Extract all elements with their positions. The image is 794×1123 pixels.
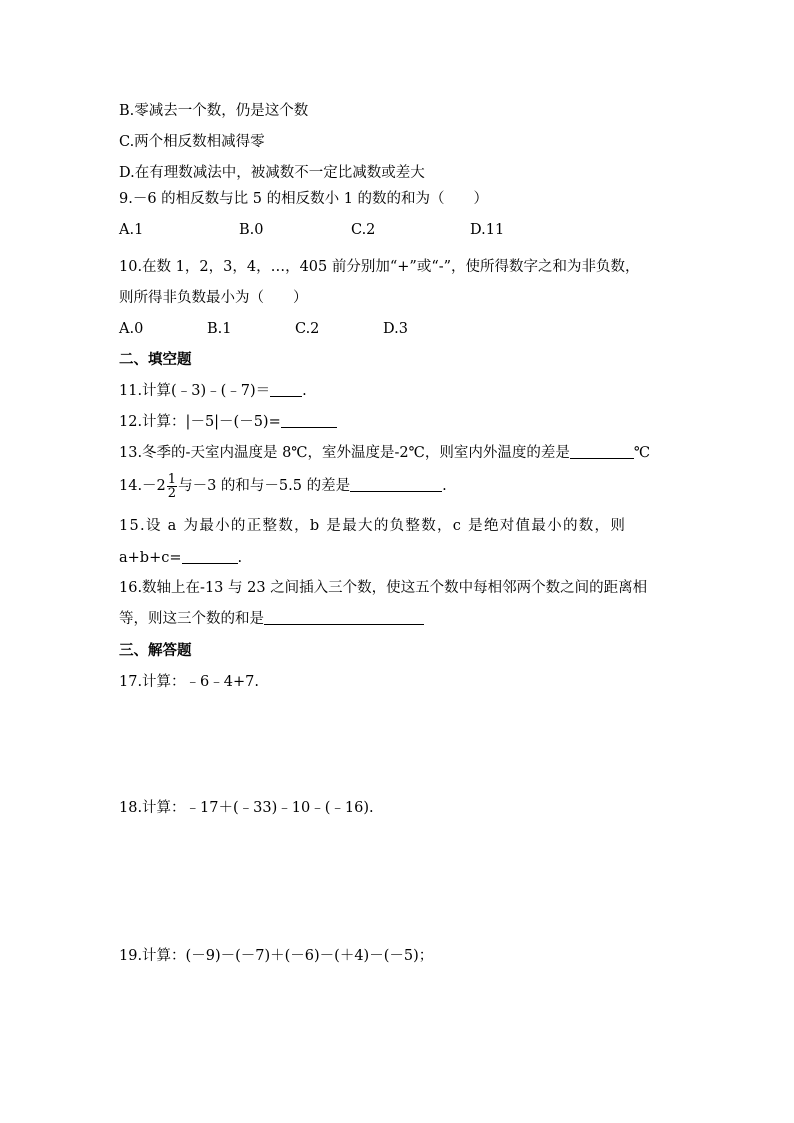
q8-option-b: B.零减去一个数，仍是这个数 xyxy=(119,103,309,119)
q11-text: 11.计算(﹣3)﹣(﹣7)＝ xyxy=(119,383,271,399)
q11-period: . xyxy=(302,383,307,399)
q14-period: . xyxy=(442,478,447,494)
q19: 19.计算：(－9)－(－7)＋(－6)－(＋4)－(－5)； xyxy=(119,948,434,964)
q10-stem-line2: 则所得非负数最小为（ ） xyxy=(119,290,308,306)
q13 xyxy=(119,443,650,463)
q10-option-c: C.2 xyxy=(295,321,320,337)
q15-answer-blank[interactable] xyxy=(182,549,238,564)
q14-fraction xyxy=(167,473,177,500)
q14-answer-blank[interactable] xyxy=(350,477,442,492)
q10-option-a: A.0 xyxy=(119,321,144,337)
q12-answer-blank[interactable] xyxy=(281,413,337,428)
q16-answer-blank[interactable] xyxy=(264,610,424,625)
q11 xyxy=(119,381,307,401)
q8-option-c: C.两个相反数相减得零 xyxy=(119,134,265,150)
section-heading-fill-blank: 二、填空题 xyxy=(119,352,192,368)
q10-option-d: D.3 xyxy=(383,321,408,337)
q14-text-middle: 与－3 的和与－5.5 的差是 xyxy=(178,478,351,494)
q15-line1: 15.设 a 为最小的正整数，b 是最大的负整数，c 是绝对值最小的数，则 xyxy=(119,518,627,534)
q14-fraction-denominator: 2 xyxy=(167,485,177,501)
q12 xyxy=(119,412,337,432)
q9-options xyxy=(0,220,794,240)
q12-text: 12.计算：|－5|－(－5)= xyxy=(119,414,281,430)
q16-text: 等，则这三个数的和是 xyxy=(119,611,264,627)
q10-stem-line1: 10.在数 1，2，3，4，…，405 前分别加“+”或“-”，使所得数字之和为非负数， xyxy=(119,259,640,275)
q10-options xyxy=(0,319,794,339)
q13-unit: ℃ xyxy=(633,445,651,461)
q14 xyxy=(119,472,447,500)
q15-line2 xyxy=(119,548,242,568)
section-heading-solve: 三、解答题 xyxy=(119,643,192,659)
q10-option-b: B.1 xyxy=(207,321,232,337)
q9-stem: 9.－6 的相反数与比 5 的相反数小 1 的数的和为（ ） xyxy=(119,191,489,207)
q9-option-a: A.1 xyxy=(119,222,144,238)
q9-option-d: D.11 xyxy=(470,222,505,238)
q13-answer-blank[interactable] xyxy=(570,444,634,459)
q11-answer-blank[interactable] xyxy=(270,382,302,397)
q17: 17.计算：﹣6﹣4+7. xyxy=(119,674,259,690)
q9-option-c: C.2 xyxy=(351,222,376,238)
q14-fraction-numerator: 1 xyxy=(167,471,177,487)
q16-line2 xyxy=(119,609,424,629)
q13-text: 13.冬季的-天室内温度是 8℃，室外温度是-2℃，则室内外温度的差是 xyxy=(119,445,570,461)
q16-line1: 16.数轴上在-13 与 23 之间插入三个数，使这五个数中每相邻两个数之间的距离相 xyxy=(119,580,648,596)
q14-text-start: 14.－2 xyxy=(119,478,166,494)
q8-option-d: D.在有理数减法中，被减数不一定比减数或差大 xyxy=(119,165,425,181)
q15-period: . xyxy=(237,550,243,566)
q18: 18.计算：﹣17＋(﹣33)﹣10﹣(﹣16). xyxy=(119,800,374,816)
q15-expression: a+b+c= xyxy=(119,550,182,566)
q9-option-b: B.0 xyxy=(239,222,264,238)
